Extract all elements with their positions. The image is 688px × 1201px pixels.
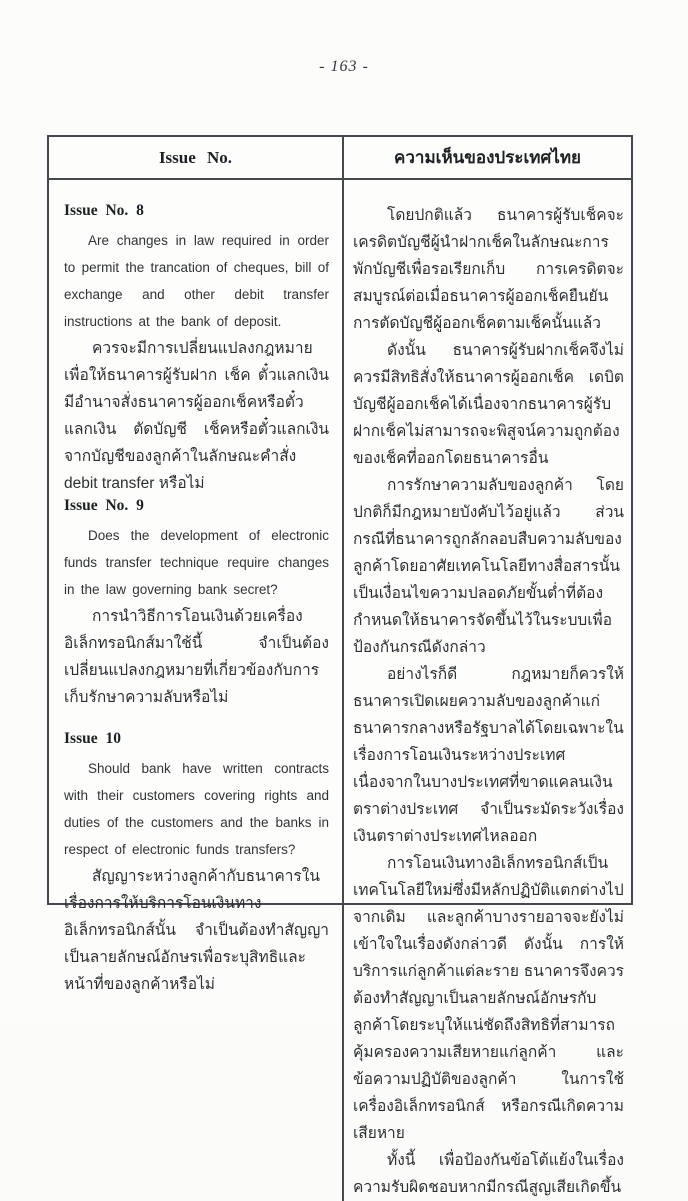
issue-8-answer-paragraph-1: โดยปกติแล้ว ธนาคารผู้รับเช็คจะเครดิตบัญชีผู้นำฝากเช็คในลักษณะการพักบัญชีเพื่อรอเรียกเก็บ การเครดิตจะสมบูรณ์ต่อเมื่อธนาคารผู้ออกเช็คยืนยันการตัดบัญชีผู้ออกเช็คตามเช็คนั้นแล้ว — [353, 207, 624, 332]
issue-8-answer-block — [353, 202, 624, 472]
issue-9-heading: Issue No. 9 — [64, 497, 144, 514]
opinion-column — [344, 180, 631, 1201]
issue-8-question-en: Are changes in law required in order to permit the trancation of cheques, bill of exchange and other debit transfer instructions at the bank of deposit. — [64, 233, 329, 329]
header-cell-thailand-opinion: ความเห็นของประเทศไทย — [393, 148, 582, 167]
issue-9-answer-block — [353, 472, 624, 850]
issue-10-question-th: สัญญาระหว่างลูกค้ากับธนาคารในเรื่องการให้บริการโอนเงินทางอิเล็กทรอนิกส์นั้น จำเป็นต้องทำสัญญาเป็นลายลักษณ์อักษรเพื่อระบุสิทธิและหน้าที่ของลูกค้าหรือไม่ — [64, 868, 329, 993]
issue-10-question-en: Should bank have written contracts with their customers covering rights and duties of the customers and the banks in respect of electronic funds transfers? — [64, 761, 329, 857]
issue-10-heading: Issue 10 — [64, 730, 121, 747]
issue-8-question-th: ควรจะมีการเปลี่ยนแปลงกฎหมายเพื่อให้ธนาคารผู้รับฝาก เช็ค ตั๋วแลกเงิน มีอำนาจสั่งธนาคารผู้ออกเช็คหรือตั๋วแลกเงิน ตัดบัญชี เช็คหรือตั๋วแลกเงิน จากบัญชีของลูกค้าในลักษณะคำสั่ง debit transfer หรือไม่ — [64, 340, 329, 492]
issue-9-answer-paragraph-2: อย่างไรก็ดี กฎหมายก็ควรให้ธนาคารเปิดเผยความลับของลูกค้าแก่ธนาคารกลางหรือรัฐบาลได้โดยเฉพาะในเรื่องการโอนเงินระหว่างประเทศ เนื่องจากในบางประเทศที่ขาดแคลนเงินตราต่างประเทศ จำเป็นระมัดระวังเรื่องเงินตราต่างประเทศไหลออก — [353, 666, 624, 845]
issues-table — [47, 135, 633, 1196]
issue-9-question-en: Does the development of electronic funds transfer technique require changes in the law governing bank secret? — [64, 528, 329, 597]
issue-9-question-th: การนำวิธีการโอนเงินด้วยเครื่องอิเล็กทรอนิกส์มาใช้นี้ จำเป็นต้องเปลี่ยนแปลงกฎหมายที่เกี่ยวข้องกับการเก็บรักษาความลับหรือไม่ — [64, 608, 329, 706]
issue-10-answer-paragraph-2: ทั้งนี้ เพื่อป้องกันข้อโต้แย้งในเรื่องความรับผิดชอบหากมีกรณีสูญเสียเกิดขึ้น — [353, 1152, 624, 1196]
issue-8-question-block — [64, 202, 329, 497]
issue-10-question-block — [64, 730, 329, 998]
page-number: - 163 - — [319, 58, 369, 75]
header-cell-issue-no: Issue No. — [49, 137, 344, 178]
issue-column — [49, 180, 344, 1201]
issue-8-answer-paragraph-2: ดังนั้น ธนาคารผู้รับฝากเช็คจึงไม่ควรมีสิทธิสั่งให้ธนาคารผู้ออกเช็ค เดบิตบัญชีผู้ออกเช็คได้เนื่องจากธนาคารผู้รับฝากเช็คไม่สามารถจะพิสูจน์ความถูกต้องของเช็คที่ออกโดยธนาคารอื่น — [353, 342, 624, 467]
issue-8-heading: Issue No. 8 — [64, 202, 144, 219]
issue-10-answer-paragraph-1: การโอนเงินทางอิเล็กทรอนิกส์เป็นเทคโนโลยีใหม่ซึ่งมีหลักปฏิบัติแตกต่างไปจากเดิม และลูกค้าบางรายอาจจะยังไม่เข้าใจในเรื่องดังกล่าวดี ดังนั้น การให้บริการแก่ลูกค้าแต่ละราย ธนาคารจึงควรต้องทำสัญญาเป็นลายลักษณ์อักษรกับลูกค้าโดยระบุให้แน่ชัดถึงสิทธิที่สามารถคุ้มครองความเสียหายแก่ลูกค้า และข้อความปฏิบัติของลูกค้า ในการใช้เครื่องอิเล็กทรอนิกส์ หรือกรณีเกิดความเสียหาย — [353, 855, 624, 1142]
issue-9-answer-paragraph-1: การรักษาความลับของลูกค้า โดยปกติก็มีกฎหมายบังคับไว้อยู่แล้ว ส่วนกรณีที่ธนาคารถูกลักลอบสืบความลับของลูกค้าโดยอาศัยเทคโนโลยีทางสื่อสารนั้น เป็นเงื่อนไขความปลอดภัยขั้นต่ำที่ต้องกำหนดให้ธนาคารจัดขึ้นไว้ในระบบเพื่อป้องกันกรณีดังกล่าว — [353, 477, 624, 656]
table-header-row — [49, 137, 631, 180]
issue-9-question-block — [64, 497, 329, 730]
issue-10-answer-block — [353, 850, 624, 1201]
table-body — [49, 180, 631, 1201]
